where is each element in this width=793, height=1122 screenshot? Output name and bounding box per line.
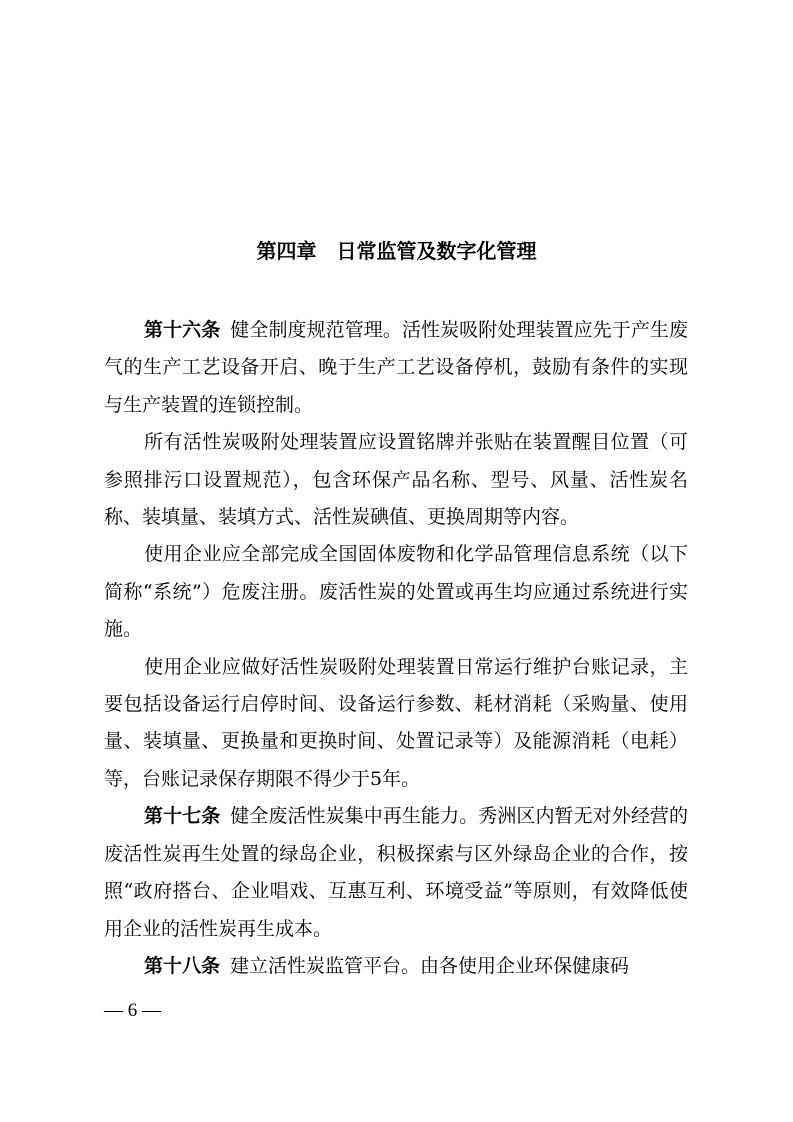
paragraph-text: 使用企业应全部完成全国固体废物和化学品管理信息系统（以下简称“系统”）危废注册。废活性炭的处置或再生均应通过系统进行实施。 xyxy=(104,543,688,641)
paragraph-article-16 xyxy=(104,312,688,424)
paragraph-article-17 xyxy=(104,798,688,948)
article-title: 第十七条 xyxy=(144,805,221,828)
paragraph-text: 健全制度规范管理。活性炭吸附处理装置应先于产生废气的生产工艺设备开启、晚于生产工艺设备停机，鼓励有条件的实现与生产装置的连锁控制。 xyxy=(104,319,688,416)
paragraph-text: 所有活性炭吸附处理装置应设置铭牌并张贴在装置醒目位置（可参照排污口设置规范），包含环保产品名称、型号、风量、活性炭名称、装填量、装填方式、活性炭碘值、更换周期等内容。 xyxy=(104,431,688,529)
paragraph-system-registration xyxy=(104,536,688,648)
paragraph-ledger xyxy=(104,649,688,799)
paragraph-text: 建立活性炭监管平台。由各使用企业环保健康码 xyxy=(230,954,630,977)
document-body xyxy=(104,312,688,985)
article-title: 第十八条 xyxy=(144,954,221,977)
paragraph-text: 使用企业应做好活性炭吸附处理装置日常运行维护台账记录，主要包括设备运行启停时间、设备运行参数、耗材消耗（采购量、使用量、装填量、更换量和更换时间、处置记录等）及能源消耗（电耗）等，台账记录保存期限不得少于5年。 xyxy=(104,655,688,790)
paragraph-nameplate xyxy=(104,424,688,536)
article-title: 第十六条 xyxy=(144,319,221,341)
page-number: — 6 — xyxy=(104,1000,161,1021)
paragraph-article-18 xyxy=(104,948,688,985)
paragraph-text: 健全废活性炭集中再生能力。秀洲区内暂无对外经营的废活性炭再生处置的绿岛企业，积极探索与区外绿岛企业的合作，按照“政府搭台、企业唱戏、互惠互利、环境受益”等原则，有效降低使用企业的活性炭再生成本。 xyxy=(104,805,688,940)
chapter-title: 第四章 日常监管及数字化管理 xyxy=(256,239,537,263)
